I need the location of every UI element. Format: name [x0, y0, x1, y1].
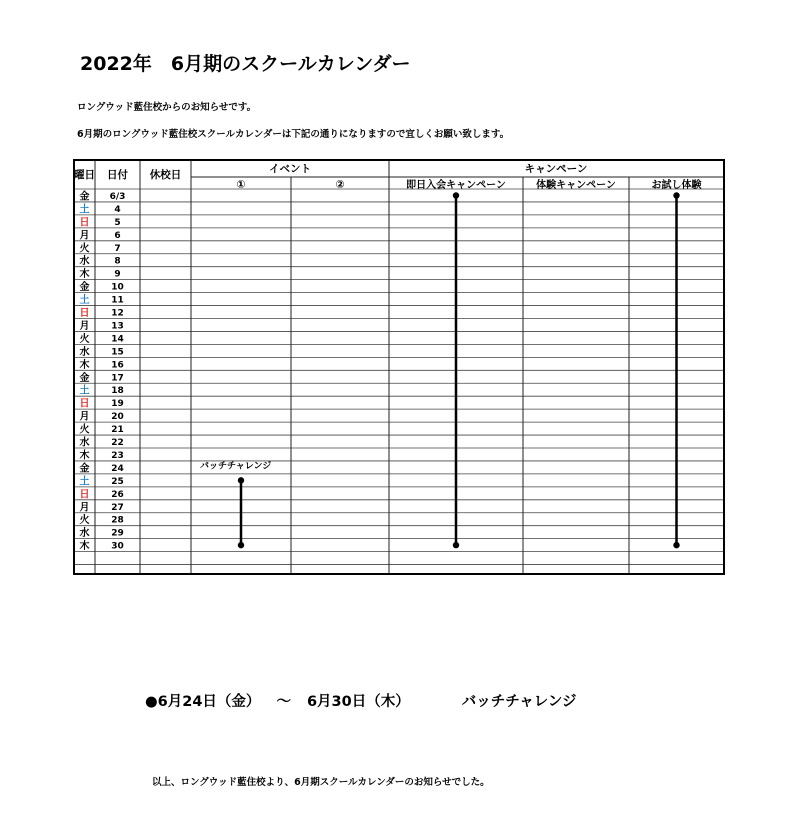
- span-end-dot: [673, 542, 679, 548]
- page-title: 2022年 6月期のスクールカレンダー: [80, 53, 411, 75]
- footer-text: 以上、ロングウッド藍住校より、6月期スクールカレンダーのお知らせでした。: [152, 777, 490, 788]
- span-start-dot: [673, 192, 679, 198]
- date-cell: 20: [111, 412, 124, 423]
- date-cell: 14: [111, 334, 124, 345]
- notice-text: ロングウッド藍住校からのお知らせです。: [77, 102, 257, 113]
- header-date: 日付: [107, 169, 128, 181]
- weekday-cell: 水: [79, 256, 90, 268]
- date-cell: 30: [111, 541, 124, 552]
- weekday-cell: 水: [79, 437, 90, 449]
- date-cell: 10: [111, 282, 124, 293]
- date-cell: 8: [114, 256, 121, 267]
- summary-event: バッチチャレンジ: [461, 694, 577, 710]
- weekday-cell: 土: [79, 385, 90, 397]
- header-weekday: 曜日: [74, 169, 95, 181]
- weekday-cell: 火: [79, 424, 90, 436]
- weekday-cell: 日: [79, 308, 90, 320]
- weekday-cell: 木: [79, 269, 90, 281]
- calendar-grid: [74, 160, 724, 574]
- span-start-dot: [453, 192, 459, 198]
- date-cell: 27: [111, 502, 124, 513]
- weekday-cell: 月: [79, 320, 90, 332]
- date-cell: 28: [111, 515, 124, 526]
- weekday-cell: 金: [79, 372, 90, 384]
- weekday-cell: 木: [79, 359, 90, 371]
- date-cell: 11: [111, 295, 124, 306]
- span-end-dot: [453, 542, 459, 548]
- weekday-cell: 月: [79, 502, 90, 514]
- date-cell: 4: [114, 204, 121, 215]
- date-cell: 6: [114, 230, 121, 241]
- summary-to: 6月30日（木）: [306, 694, 410, 710]
- date-cell: 5: [114, 217, 121, 228]
- weekday-cell: 土: [79, 295, 90, 307]
- summary-bullet: ●: [145, 694, 158, 710]
- weekday-cell: 火: [79, 515, 90, 527]
- weekday-cell: 火: [79, 333, 90, 345]
- span-label: バッチチャレンジ: [200, 461, 272, 472]
- date-cell: 21: [111, 425, 124, 436]
- date-cell: 7: [114, 243, 121, 254]
- table-border: [74, 160, 724, 574]
- weekday-cell: 木: [79, 541, 90, 553]
- header-event-group: イベント: [269, 163, 311, 175]
- calendar-rows: [80, 189, 126, 552]
- date-cell: 18: [111, 386, 124, 397]
- weekday-cell: 日: [79, 489, 90, 501]
- date-cell: 15: [111, 347, 124, 358]
- span-end-dot: [238, 542, 244, 548]
- date-cell: 9: [114, 269, 121, 280]
- date-cell: 25: [111, 476, 124, 487]
- date-cell: 17: [111, 373, 124, 384]
- summary-from: 6月24日（金）: [157, 694, 261, 710]
- date-cell: 22: [111, 438, 124, 449]
- header-campaign-1: 即日入会キャンペーン: [406, 180, 506, 191]
- date-cell: 16: [111, 360, 124, 371]
- header-event-1: ①: [236, 178, 246, 191]
- weekday-cell: 月: [79, 411, 90, 423]
- weekday-cell: 水: [79, 528, 90, 540]
- span-start-dot: [238, 477, 244, 483]
- date-cell: 23: [111, 450, 124, 461]
- date-cell: 19: [111, 399, 124, 410]
- date-cell: 24: [111, 463, 124, 474]
- weekday-cell: 火: [79, 243, 90, 255]
- header-event-2: ②: [335, 178, 345, 191]
- weekday-cell: 水: [79, 346, 90, 358]
- weekday-cell: 日: [79, 217, 90, 229]
- weekday-cell: 木: [79, 450, 90, 462]
- intro-text: 6月期のロングウッド藍住校スクールカレンダーは下記の通りになりますので宜しくお願い致します。: [77, 129, 510, 140]
- weekday-cell: 月: [79, 230, 90, 242]
- header-closed-day: 休校日: [149, 169, 182, 181]
- weekday-cell: 土: [79, 204, 90, 216]
- date-cell: 12: [111, 308, 124, 319]
- date-cell: 6/3: [109, 191, 126, 202]
- weekday-cell: 金: [79, 463, 90, 475]
- summary-separator: ～: [276, 694, 291, 710]
- date-cell: 13: [111, 321, 124, 332]
- date-cell: 29: [111, 528, 124, 539]
- weekday-cell: 土: [79, 476, 90, 488]
- date-cell: 26: [111, 489, 124, 500]
- header-campaign-group: キャンペーン: [524, 163, 588, 175]
- header-campaign-2: 体験キャンペーン: [536, 180, 616, 191]
- weekday-cell: 金: [79, 191, 90, 203]
- header-campaign-3: お試し体験: [651, 180, 702, 191]
- event-summary: [145, 690, 577, 711]
- weekday-cell: 金: [79, 282, 90, 294]
- weekday-cell: 日: [79, 398, 90, 410]
